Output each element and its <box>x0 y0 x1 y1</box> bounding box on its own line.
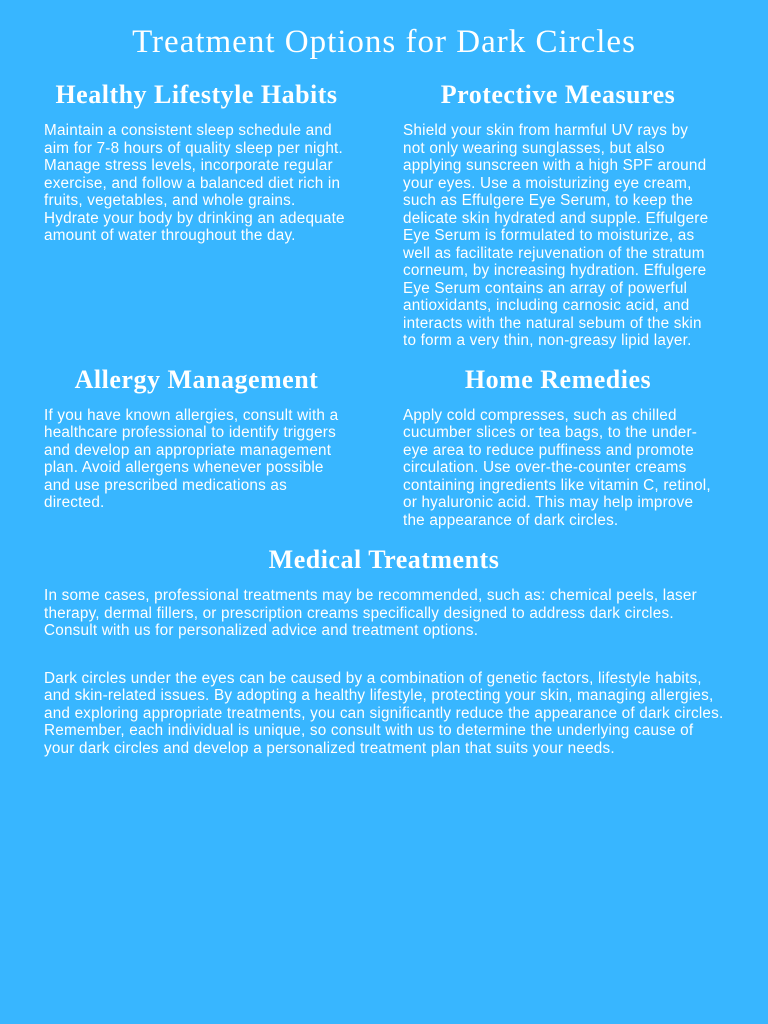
section-heading-allergy-management: Allergy Management <box>74 364 319 394</box>
two-column-grid <box>0 81 768 529</box>
section-body-home-remedies: Apply cold compresses, such as chilled cucumber slices or tea bags, to the under- eye area to reduce puffiness and promote circulation. Use over-the-counter creams containing ingredients like vitamin C, retinol, or hyaluronic acid. This may help improve the appearance of dark circles. <box>403 406 711 529</box>
section-healthy-lifestyle-habits <box>44 81 349 350</box>
section-medical-treatments <box>0 546 768 640</box>
page-title: Treatment Options for Dark Circles <box>132 24 636 60</box>
section-body-protective-measures: Shield your skin from harmful UV rays by not only wearing sunglasses, but also applying sunscreen with a high SPF around your eyes. Use a moisturizing eye cream, such as Effulgere Eye Serum, to keep the delicate skin hydrated and supple. Effulgere Eye Serum is formulated to moisturize, as well as facilitate rejuvenation of the stratum corneum, by increasing hydration. Effulgere Eye Serum contains an array of powerful antioxidants, including carnosic acid, and interacts with the natural sebum of the skin to form a very thin, non-greasy lipid layer. <box>403 122 709 349</box>
section-heading-home-remedies: Home Remedies <box>464 364 652 394</box>
section-body-allergy-management: If you have known allergies, consult with a healthcare professional to identify triggers and develop an appropriate management plan. Avoid allergens whenever possible and use prescribed medications as directed. <box>44 406 339 511</box>
section-heading-protective-measures: Protective Measures <box>440 80 676 109</box>
section-body-medical-treatments: In some cases, professional treatments may be recommended, such as: chemical peels, laser therapy, dermal fillers, or prescription creams specifically designed to address dark circles. Consult with us for personalized advice and treatment options. <box>44 587 697 639</box>
section-closing <box>0 670 768 758</box>
section-heading-healthy-lifestyle-habits: Healthy Lifestyle Habits <box>55 80 338 109</box>
section-body-healthy-lifestyle-habits: Maintain a consistent sleep schedule and aim for 7-8 hours of quality sleep per night. Manage stress levels, incorporate regular exercise, and follow a balanced diet rich in fruits, vegetables, and whole grains. Hydrate your body by drinking an adequate amount of water throughout the day. <box>44 122 345 244</box>
section-protective-measures <box>403 81 713 350</box>
section-body-closing: Dark circles under the eyes can be caused by a combination of genetic factors, lifestyle habits, and skin-related issues. By adopting a healthy lifestyle, protecting your skin, managing allergies, and exploring appropriate treatments, you can significantly reduce the appearance of dark circles. Remember, each individual is unique, so consult with us to determine the underlying cause of your dark circles and develop a personalized treatment plan that suits your needs. <box>44 669 724 757</box>
section-allergy-management <box>44 366 349 530</box>
section-home-remedies <box>403 366 713 530</box>
section-heading-medical-treatments: Medical Treatments <box>268 545 500 574</box>
